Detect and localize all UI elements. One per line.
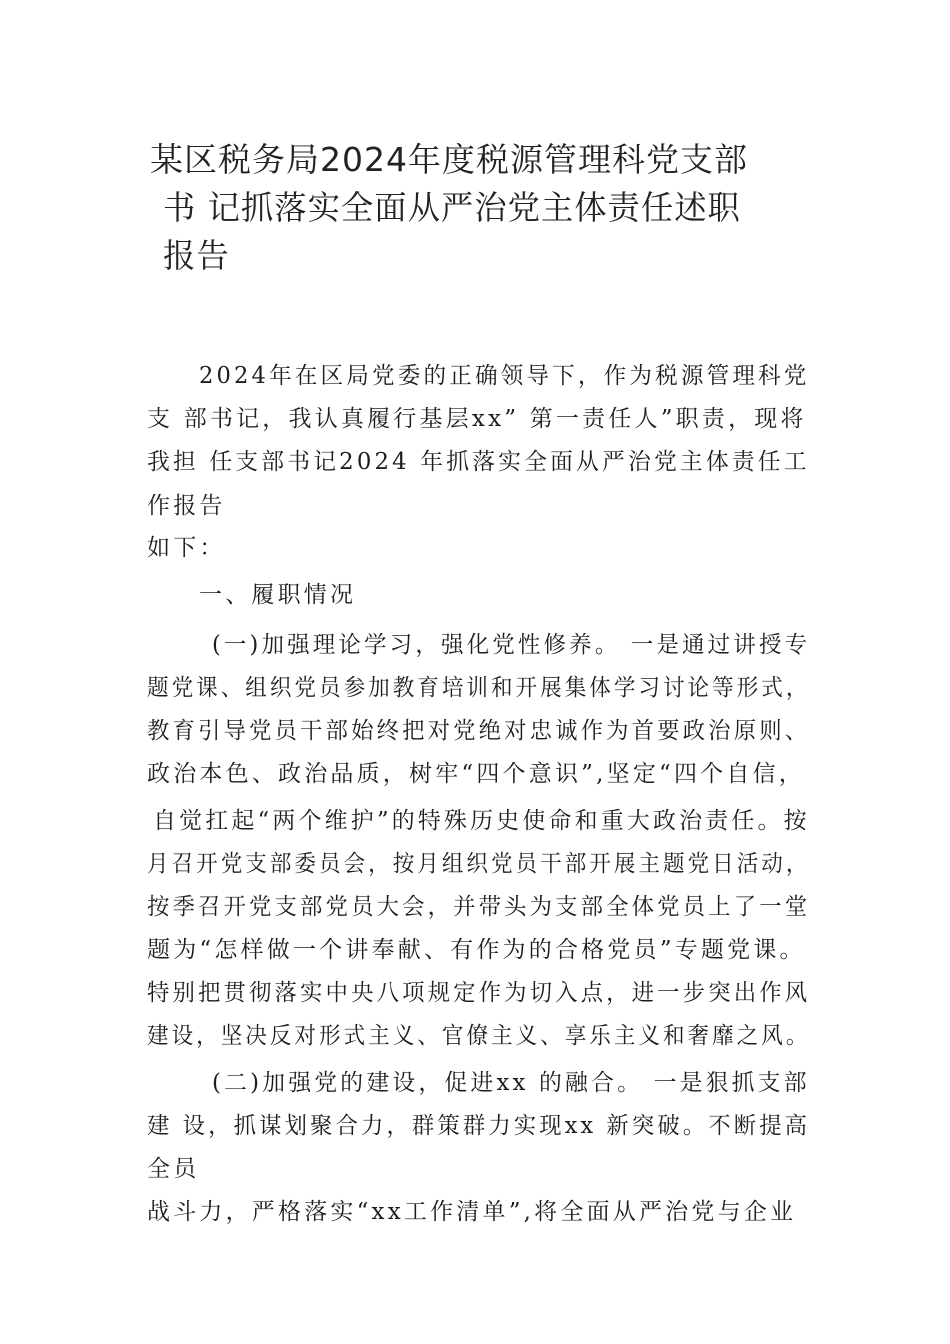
body-line: 作报告 xyxy=(147,493,226,519)
body-line: 按季召开党支部党员大会，并带头为支部全体党员上了一堂 xyxy=(147,894,811,920)
body-line: 教育引导党员干部始终把对党绝对忠诚作为首要政治原则、 xyxy=(147,718,811,744)
body-line: 全员 xyxy=(147,1156,200,1182)
body-line: 支 部书记，我认真履行基层xx” 第一责任人”职责，现将 xyxy=(147,406,807,432)
body-line: 政治本色、政治品质，树牢“四个意识”,坚定“四个自信， xyxy=(147,761,805,787)
body-line: 月召开党支部委员会，按月组织党员干部开展主题党日活动， xyxy=(147,851,811,877)
body-line: 建设，坚决反对形式主义、官僚主义、享乐主义和奢靡之风。 xyxy=(147,1023,811,1049)
body-line: (二)加强党的建设，促进xx 的融合。 一是狠抓支部 xyxy=(212,1070,810,1096)
body-line: 题党课、组织党员参加教育培训和开展集体学习讨论等形式， xyxy=(147,675,811,701)
document-title-line-3: 报告 xyxy=(163,236,230,275)
body-line: 2024年在区局党委的正确领导下，作为税源管理科党 xyxy=(199,363,810,389)
body-line: 题为“怎样做一个讲奉献、有作为的合格党员”专题党课。 xyxy=(147,937,806,963)
document-title-line-2: 书 记抓落实全面从严治党主体责任述职 xyxy=(163,188,741,227)
body-line: 战斗力，严格落实“xx工作清单”,将全面从严治党与企业 xyxy=(147,1199,797,1225)
body-line: 如下： xyxy=(147,535,226,561)
document-title-line-1: 某区税务局2024年度税源管理科党支部 xyxy=(150,140,748,179)
section-heading: 一、履职情况 xyxy=(199,582,357,608)
body-line: (一)加强理论学习，强化党性修养。 一是通过讲授专 xyxy=(212,632,811,658)
body-line: 自觉扛起“两个维护”的特殊历史使命和重大政治责任。按 xyxy=(153,808,810,834)
body-line: 我担 任支部书记2024 年抓落实全面从严治党主体责任工 xyxy=(147,449,810,475)
body-line: 建 设，抓谋划聚合力，群策群力实现xx 新突破。不断提高 xyxy=(147,1113,811,1139)
body-line: 特别把贯彻落实中央八项规定作为切入点，进一步突出作风 xyxy=(147,980,811,1006)
